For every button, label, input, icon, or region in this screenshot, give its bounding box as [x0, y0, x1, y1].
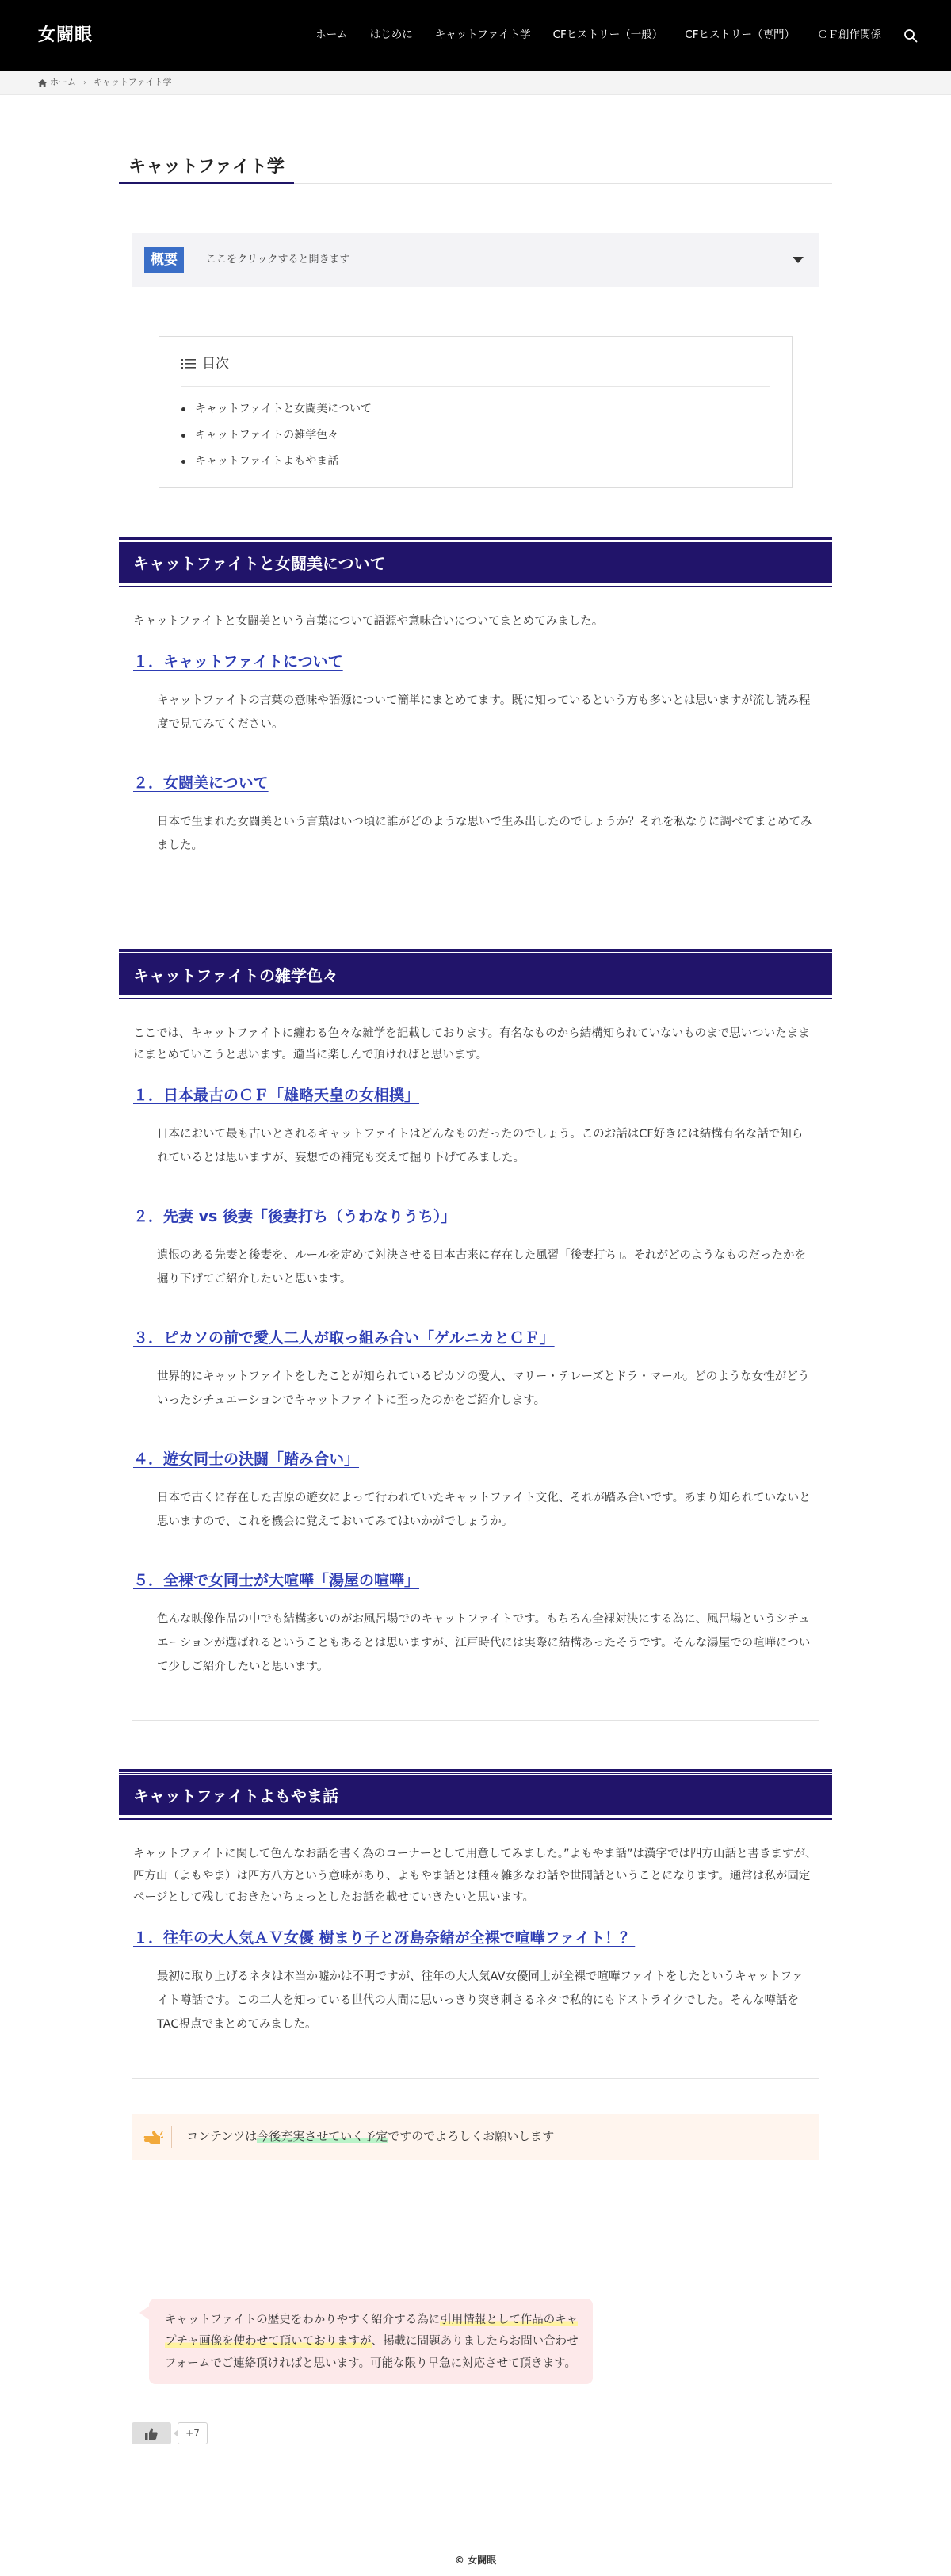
notice-text: コンテンツは今後充実させていく予定ですのでよろしくお願いします [186, 2129, 555, 2144]
list-icon [181, 358, 196, 369]
sub-text: 日本で生まれた女闘美という言葉はいつ頃に誰がどのような思いで生み出したのでしょうか？それを私なりに調べてまとめてみました。 [157, 816, 812, 852]
nav-item-cf-history-expert[interactable]: CFヒストリー（専門） [685, 29, 795, 42]
sub-entry [119, 1448, 832, 1535]
sub-entry [119, 1569, 832, 1680]
sub-title-link[interactable]: １．日本最古のＣＦ「雄略天皇の女相撲」 [133, 1086, 420, 1104]
site-logo[interactable]: 女闘眼 [38, 25, 94, 46]
sub-title-link[interactable]: ２．先妻 vs 後妻「後妻打ち（うわなりうち）」 [133, 1207, 456, 1225]
table-of-contents [158, 336, 792, 488]
toc-item[interactable]: キャットファイトと女闘美について [181, 396, 770, 422]
global-nav [293, 25, 919, 46]
section-heading: キャットファイトと女闘美について [119, 540, 832, 583]
site-header [0, 0, 951, 71]
like-button[interactable] [132, 2422, 171, 2444]
sub-text: 色んな映像作品の中でも結構多いのがお風呂場でのキャットファイトです。もちろん全裸対決にする為に、風呂場というシチュエーションが選ばれるということもあるとは思いますが、江戸時代には実際に結構あったそうです。そんな湯屋での喧嘩について少しご紹介したいと思います。 [157, 1613, 811, 1673]
section-intro: ここでは、キャットファイトに纏わる色々な雑学を記載しております。有名なものから結構知られていないものまで思いついたままにまとめていこうと思います。適当に楽しんで頂ければと思います。 [133, 1026, 810, 1062]
notice-box [132, 2114, 819, 2160]
sub-title-link[interactable]: ３．ピカソの前で愛人二人が取っ組み合い「ゲルニカとＣＦ」 [133, 1328, 555, 1347]
section-catfight-and-jotobi [119, 540, 832, 900]
speech-bubble-wrap [149, 2299, 832, 2385]
sub-text: 最初に取り上げるネタは本当か嘘かは不明ですが、往年の大人気AV女優同士が全裸で喧嘩ファイトをしたというキャットファイト噂話です。この二人を知っている世代の人間に思いっきり突き刺さるネタで私的にもドストライクでした。そんな噂話をTAC視点でまとめてみました。 [157, 1970, 804, 2031]
copyright: © 女闘眼 [454, 2555, 497, 2566]
toc-title: 目次 [202, 356, 229, 372]
section-intro: キャットファイトに関して色んなお話を書く為のコーナーとして用意してみました。”よもやま話”は漢字では四方山話と書きますが、四方山（よもやま）は四方八方という意味があり、よもやま話とは種々雑多なお話や世間話ということになります。通常は私が固定ページとして残しておきたいちょっとしたお話を載せていきたいと思います。 [133, 1848, 817, 1905]
caret-down-icon [792, 257, 804, 263]
sub-title-link[interactable]: ５．全裸で女同士が大喧嘩「湯屋の喧嘩」 [133, 1571, 420, 1589]
nav-item-intro[interactable]: はじめに [369, 29, 413, 42]
pointing-hand-icon [143, 2128, 163, 2146]
breadcrumb-home-link[interactable]: ホーム [50, 77, 76, 88]
summary-accordion[interactable] [132, 233, 819, 287]
notice-highlight: 今後充実させていく予定 [257, 2129, 388, 2144]
section-catfight-trivia [119, 952, 832, 1722]
breadcrumb-current: キャットファイト学 [94, 77, 172, 88]
site-footer [0, 2551, 951, 2576]
sub-entry [119, 1084, 832, 1171]
sub-title-link[interactable]: ２．女闘美について [133, 774, 269, 792]
like-row [132, 2422, 832, 2444]
toc-item[interactable]: キャットファイトの雑学色々 [181, 422, 770, 449]
speech-bubble: キャットファイトの歴史をわかりやすく紹介する為に引用情報として作品のキャプチャ画像を使わせて頂いておりますが、掲載に問題ありましたらお問い合わせフォームでご連絡頂ければと思います。可能な限り早急に対応させて頂きます。 [149, 2299, 593, 2385]
nav-item-cf-creation[interactable]: ＣＦ創作関係 [817, 29, 881, 42]
sub-entry [119, 1327, 832, 1413]
like-count: +7 [178, 2422, 208, 2444]
summary-badge: 概要 [144, 247, 184, 273]
sub-title-link[interactable]: １．キャットファイトについて [133, 652, 343, 671]
nav-item-cf-history-general[interactable]: CFヒストリー（一般） [552, 29, 663, 42]
main-content [119, 95, 832, 2160]
divider [132, 2078, 819, 2079]
search-icon[interactable] [902, 27, 919, 44]
page-title: キャットファイト学 [119, 151, 294, 184]
bubble-highlight: 引用情報として作品のキャプチャ画像を使わせて頂いておりますが [165, 2313, 579, 2349]
sub-text: 遺恨のある先妻と後妻を、ルールを定めて対決させる日本古来に存在した風習「後妻打ち」。それがどのようなものだったかを掘り下げてご紹介したいと思います。 [157, 1249, 806, 1286]
section-catfight-yomoyama [119, 1772, 832, 2078]
summary-hint: ここをクリックすると開きます [206, 253, 350, 266]
chevron-right-icon: › [83, 78, 86, 87]
sub-title-link[interactable]: ４．遊女同士の決闘「踏み合い」 [133, 1450, 360, 1468]
sub-text: 日本において最も古いとされるキャットファイトはどんなものだったのでしょう。このお話はCF好きには結構有名な話で知られているとは思いますが、妄想での補完も交えて掘り下げてみました。 [157, 1128, 804, 1165]
sub-entry [119, 1927, 832, 2037]
home-icon [38, 79, 47, 87]
sub-text: 世界的にキャットファイトをしたことが知られているピカソの愛人、マリー・テレーズとドラ・マール。どのような女性がどういったシチュエーションでキャットファイトに至ったのかをご紹介します。 [157, 1370, 810, 1407]
section-heading: キャットファイトよもやま話 [119, 1772, 832, 1815]
section-intro: キャットファイトと女闘美という言葉について語源や意味合いについてまとめてみました。 [133, 615, 604, 629]
toc-header [181, 351, 770, 387]
nav-item-home[interactable]: ホーム [315, 29, 348, 42]
toc-item[interactable]: キャットファイトよもやま話 [181, 449, 770, 475]
sub-text: 日本で古くに存在した吉原の遊女によって行われていたキャットファイト文化、それが踏み合いです。あまり知られていないと思いますので、これを機会に覚えておいてみてはいかがでしょうか。 [157, 1492, 811, 1528]
sub-text: キャットファイトの言葉の意味や語源について簡単にまとめてます。既に知っているという方も多いとは思いますが流し読み程度で見てみてください。 [157, 694, 811, 732]
sub-entry [119, 772, 832, 858]
sub-title-link[interactable]: １．往年の大人気ＡＶ女優 樹まり子と冴島奈緒が全裸で喧嘩ファイト！？ [133, 1928, 636, 1947]
page-title-wrap [119, 151, 832, 184]
nav-item-catfight-study[interactable]: キャットファイト学 [434, 29, 531, 42]
sub-entry [119, 1206, 832, 1292]
toc-list [181, 396, 770, 475]
sub-entry [119, 651, 832, 737]
thumbs-up-icon [145, 2428, 158, 2440]
divider [132, 1720, 819, 1721]
breadcrumb [0, 71, 951, 95]
section-heading: キャットファイトの雑学色々 [119, 952, 832, 995]
